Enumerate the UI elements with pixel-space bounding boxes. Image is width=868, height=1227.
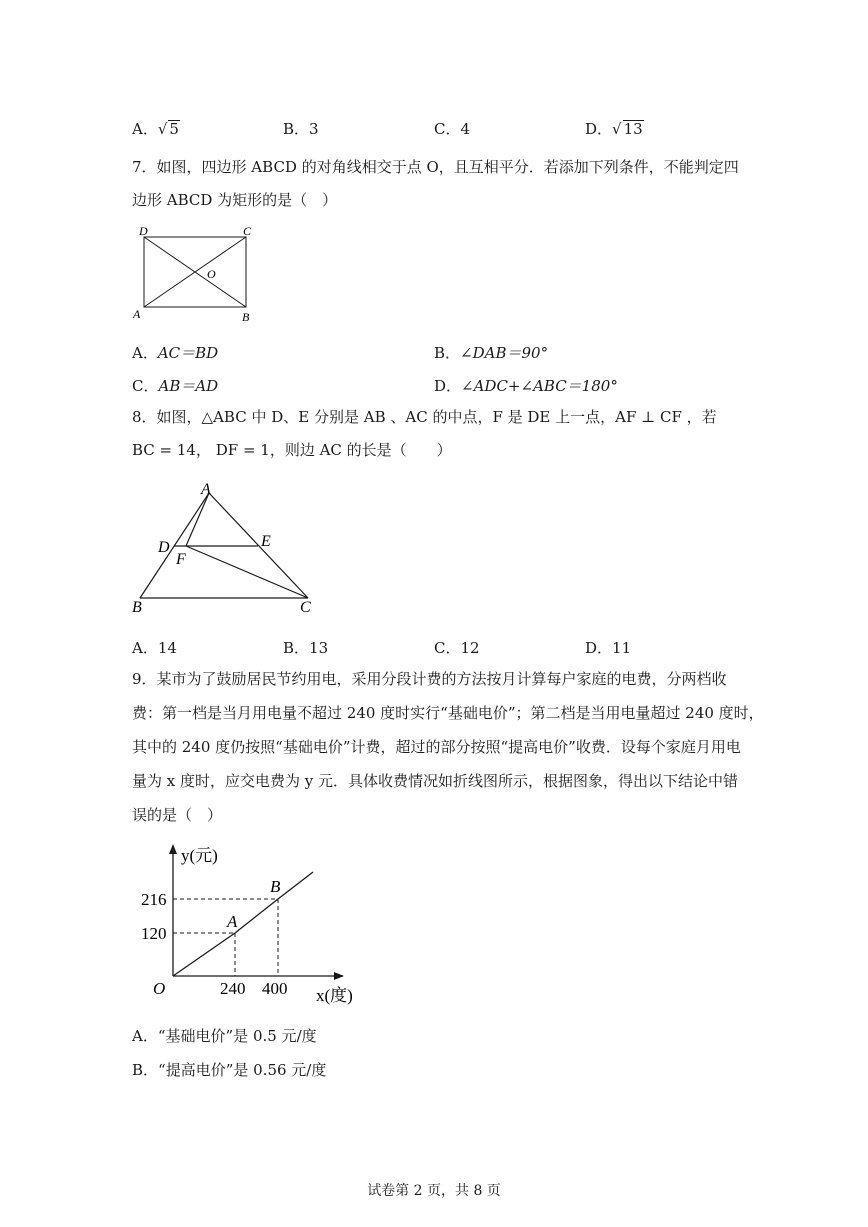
q7-stem-line1: 7．如图，四边形 ABCD 的对角线相交于点 O，且互相平分．若添加下列条件，不能判定四 — [132, 158, 739, 176]
y-axis-label: y(元) — [181, 846, 218, 865]
label-b: B — [242, 310, 250, 324]
x-tick-240: 240 — [220, 979, 246, 998]
q7-option-a — [132, 342, 218, 363]
q7-option-c — [132, 375, 218, 396]
option-text: 12 — [460, 639, 480, 657]
q6-option-d — [585, 118, 644, 139]
q9-option-a — [132, 1025, 317, 1046]
label-d: D — [139, 224, 148, 238]
sqrt-symbol: √ — [157, 120, 168, 138]
point-b-label: B — [270, 877, 281, 896]
option-value: 13 — [623, 120, 643, 138]
q7-option-b — [434, 342, 548, 363]
option-letter: C． — [434, 639, 461, 657]
option-text: ∠ADC+∠ABC＝180° — [461, 377, 618, 395]
y-tick-120: 120 — [141, 924, 167, 943]
label-a: A — [201, 481, 211, 498]
q9-stem-line2: 费：第一档是当月用电量不超过 240 度时实行“基础电价”；第二档是当用电量超过 240 度时， — [132, 704, 764, 722]
option-letter: C． — [132, 377, 159, 395]
q6-option-b — [283, 118, 319, 139]
option-letter: D． — [585, 639, 613, 657]
option-letter: B． — [283, 639, 310, 657]
point-a-label: A — [227, 912, 238, 931]
label-d: D — [158, 539, 170, 556]
option-value: 3 — [309, 120, 319, 138]
q9-stem-line4: 量为 x 度时，应交电费为 y 元．具体收费情况如折线图所示，根据图象，得出以下结论中错 — [132, 772, 739, 790]
q8-option-a — [132, 637, 177, 658]
option-letter: A． — [132, 639, 158, 657]
q8-option-c — [434, 637, 480, 658]
q8-option-d — [585, 637, 631, 658]
q7-option-d — [434, 375, 618, 396]
label-e: E — [261, 533, 271, 550]
option-value: 5 — [169, 120, 179, 138]
x-axis-label: x(度) — [316, 986, 353, 1005]
q8-triangle-figure — [128, 478, 328, 618]
option-text: 11 — [612, 639, 632, 657]
option-text: 14 — [157, 639, 177, 657]
q9-option-b — [132, 1059, 326, 1080]
q9-graph-figure — [138, 838, 368, 1010]
option-letter: B． — [434, 344, 461, 362]
option-text: ∠DAB＝90° — [460, 344, 549, 362]
option-value: 4 — [460, 120, 471, 138]
option-text: AC＝BD — [157, 344, 219, 362]
x-tick-400: 400 — [262, 979, 288, 998]
option-letter: B． — [132, 1061, 159, 1079]
option-letter: C． — [434, 120, 461, 138]
q9-stem-line3: 其中的 240 度仍按照“基础电价”计费，超过的部分按照“提高电价”收费．设每个家庭月用电 — [132, 738, 741, 756]
option-letter: A． — [132, 1027, 158, 1045]
origin-label: O — [153, 979, 166, 998]
q7-rectangle-figure — [130, 222, 260, 327]
q8-stem-line1: 8．如图，△ABC 中 D、E 分别是 AB 、AC 的中点，F 是 DE 上一点，AF ⊥ CF ，若 — [132, 408, 717, 426]
option-letter: D． — [585, 120, 613, 138]
option-text: AB＝AD — [158, 377, 219, 395]
q8-stem-line2: BC = 14， DF = 1，则边 AC 的长是（ ） — [132, 441, 452, 459]
sqrt-symbol: √ — [612, 120, 622, 138]
option-letter: B． — [283, 120, 310, 138]
page-footer: 试卷第 2 页，共 8 页 — [367, 1183, 501, 1199]
option-letter: A． — [132, 120, 158, 138]
label-c: C — [243, 224, 252, 238]
q9-stem-line5: 误的是（ ） — [132, 806, 223, 824]
q8-option-b — [283, 637, 328, 658]
label-f: F — [176, 551, 186, 568]
option-letter: A． — [132, 344, 158, 362]
q9-stem-line1: 9．某市为了鼓励居民节约用电，采用分段计费的方法按月计算每户家庭的电费，分两档收 — [132, 670, 727, 688]
option-letter: D． — [434, 377, 462, 395]
label-a: A — [133, 307, 141, 321]
q6-option-a — [132, 118, 180, 139]
y-tick-216: 216 — [141, 890, 167, 909]
option-text: “提高电价”是 0.56 元/度 — [158, 1061, 327, 1079]
label-c: C — [300, 599, 311, 616]
q6-option-c — [434, 118, 470, 139]
q7-stem-line2: 边形 ABCD 为矩形的是（ ） — [132, 191, 338, 209]
label-o: O — [207, 267, 216, 281]
label-b: B — [132, 599, 142, 616]
option-text: 13 — [309, 639, 329, 657]
option-text: “基础电价”是 0.5 元/度 — [157, 1027, 317, 1045]
